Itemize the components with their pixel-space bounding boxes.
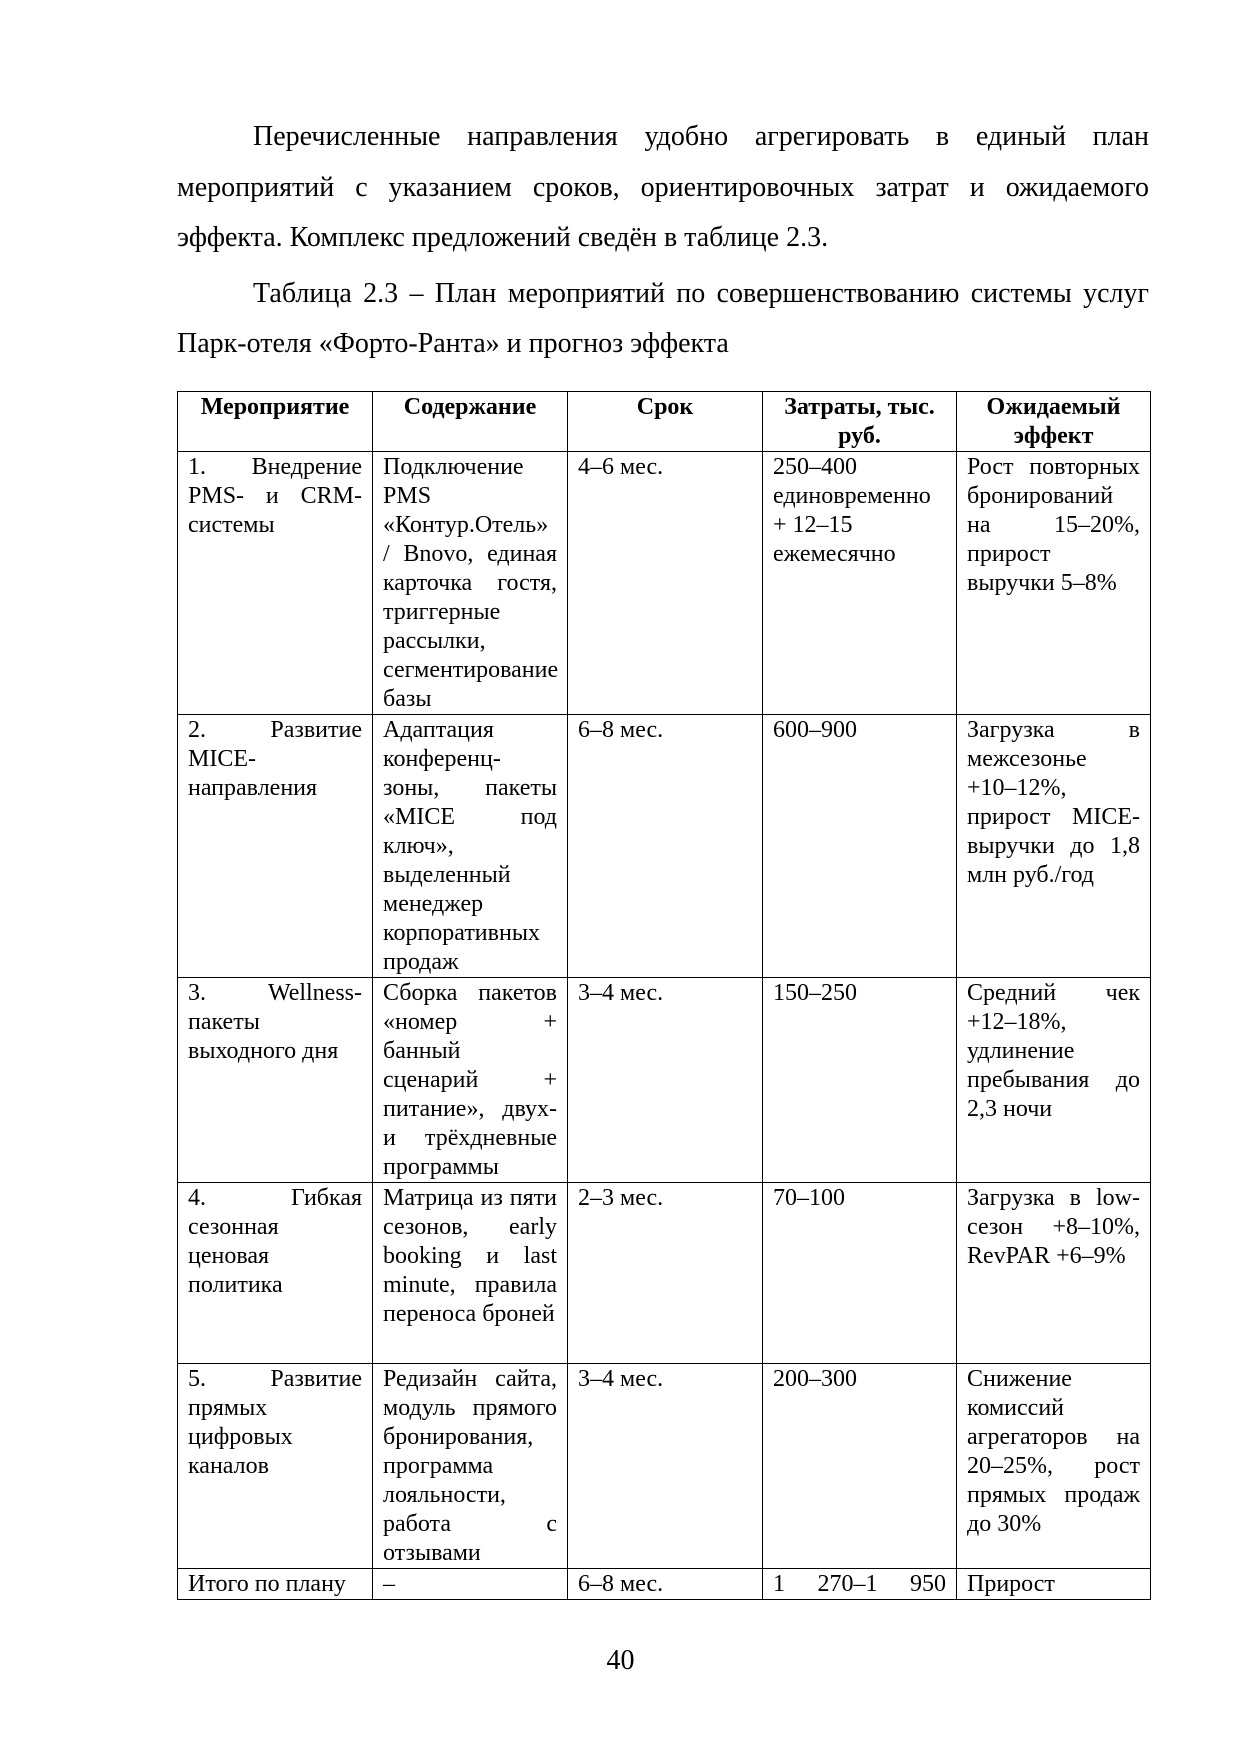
cell-content: Сборка пакетов «номер + банный сценарий + питание», двух- и трёхдневные программы [373,978,568,1183]
table-row [178,978,1151,1183]
cell-effect: Снижение комиссий агрегаторов на 20–25%, рост прямых продаж до 30% [957,1364,1151,1569]
cell-measure: 4. Гибкая сезонная ценовая политика [178,1183,373,1364]
cell-measure: 3. Wellness-пакеты выходного дня [178,978,373,1183]
cell-cost: 150–250 [763,978,957,1183]
cell-term: 3–4 мес. [568,978,763,1183]
cell-measure: Итого по плану [178,1569,373,1600]
table-header-row [178,392,1151,452]
cell-measure: 1. Внедрение PMS- и CRM-системы [178,452,373,715]
cell-effect: Прирост [957,1569,1151,1600]
table-row [178,1364,1151,1569]
cell-measure: 5. Развитие прямых цифровых каналов [178,1364,373,1569]
cell-effect: Средний чек +12–18%, удлинение пребывания до 2,3 ночи [957,978,1151,1183]
cell-measure: 2. Развитие MICE-направления [178,715,373,978]
cell-content: Адаптация конференц-зоны, пакеты «MICE под ключ», выделенный менеджер корпоративных продаж [373,715,568,978]
header-cost: Затраты, тыс. руб. [763,392,957,452]
cell-cost: 200–300 [763,1364,957,1569]
table-row-total [178,1569,1151,1600]
cell-content: Подключение PMS «Контур.Отель» / Bnovo, единая карточка гостя, триггерные рассылки, сегментирование базы [373,452,568,715]
header-term: Срок [568,392,763,452]
header-effect: Ожидаемый эффект [957,392,1151,452]
cell-term: 6–8 мес. [568,715,763,978]
plan-table [177,391,1151,1600]
cell-term: 4–6 мес. [568,452,763,715]
cell-cost: 250–400 единовременно + 12–15 ежемесячно [763,452,957,715]
table-row [178,1183,1151,1364]
intro-paragraph: Перечисленные направления удобно агрегировать в единый план мероприятий с указанием сроков, ориентировочных затрат и ожидаемого эффекта. Комплекс предложений сведён в таблице 2.3. [177,121,1149,253]
cell-term: 6–8 мес. [568,1569,763,1600]
header-measure: Мероприятие [178,392,373,452]
cell-term: 2–3 мес. [568,1183,763,1364]
cell-effect: Загрузка в low-сезон +8–10%, RevPAR +6–9% [957,1183,1151,1364]
cell-cost: 1 270–1 950 [763,1569,957,1600]
cell-content: – [373,1569,568,1600]
cell-effect: Загрузка в межсезонье +10–12%, прирост MICE-выручки до 1,8 млн руб./год [957,715,1151,978]
page-number: 40 [606,1645,635,1676]
cell-term: 3–4 мес. [568,1364,763,1569]
cell-cost: 70–100 [763,1183,957,1364]
header-content: Содержание [373,392,568,452]
cell-cost: 600–900 [763,715,957,978]
table-caption: Таблица 2.3 – План мероприятий по совершенствованию системы услуг Парк-отеля «Форто-Ранта» и прогноз эффекта [177,277,1149,359]
table-row [178,452,1151,715]
cell-content: Матрица из пяти сезонов, early booking и last minute, правила переноса броней [373,1183,568,1364]
table-row [178,715,1151,978]
cell-content: Редизайн сайта, модуль прямого бронирования, программа лояльности, работа с отзывами [373,1364,568,1569]
page-body [177,112,1149,370]
cell-effect: Рост повторных бронирований на 15–20%, прирост выручки 5–8% [957,452,1151,715]
